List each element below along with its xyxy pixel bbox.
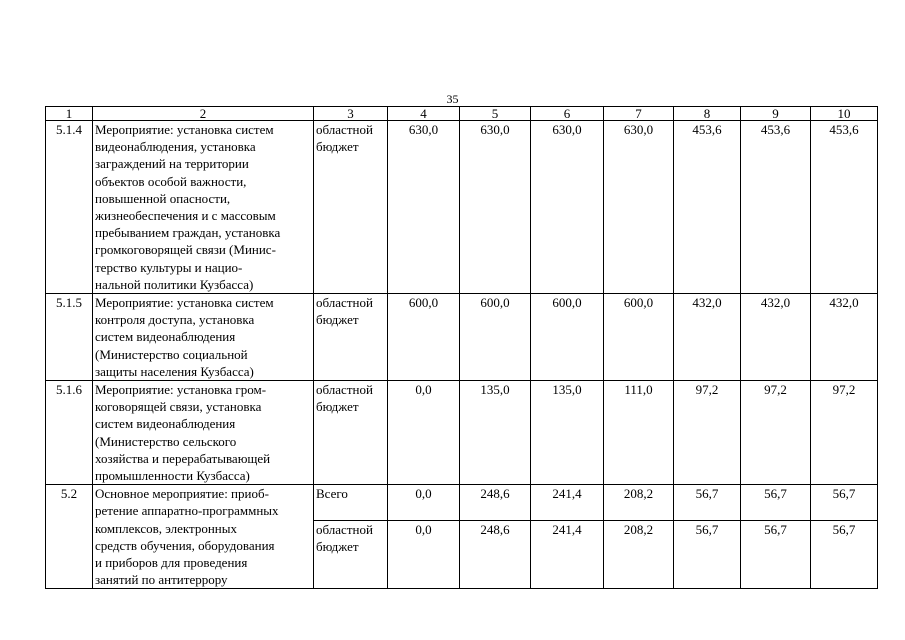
funding-value: 432,0 [811,294,878,381]
funding-value: 208,2 [604,520,674,589]
funding-value: 56,7 [674,520,741,589]
funding-value: 241,4 [531,520,604,589]
funding-value: 600,0 [460,294,531,381]
funding-source: областной бюджет [314,520,388,589]
funding-value: 432,0 [674,294,741,381]
item-description: Основное мероприятие: приоб- ретение аппаратно-программных комплексов, электронных средств обучения, оборудования и приборов для проведения занятий по антитеррору [93,485,314,589]
column-number: 6 [531,107,604,121]
funding-value: 208,2 [604,485,674,520]
funding-value: 56,7 [674,485,741,520]
column-number: 2 [93,107,314,121]
funding-value: 135,0 [460,381,531,485]
funding-value: 432,0 [741,294,811,381]
funding-value: 0,0 [388,381,460,485]
funding-value: 135,0 [531,381,604,485]
funding-value: 630,0 [531,121,604,294]
funding-value: 248,6 [460,485,531,520]
column-number: 7 [604,107,674,121]
funding-value: 56,7 [811,520,878,589]
item-code: 5.1.4 [46,121,93,294]
funding-value: 97,2 [674,381,741,485]
funding-value: 56,7 [741,520,811,589]
funding-value: 600,0 [388,294,460,381]
funding-value: 0,0 [388,520,460,589]
funding-value: 248,6 [460,520,531,589]
table-row [46,381,878,485]
funding-value: 600,0 [531,294,604,381]
column-number: 10 [811,107,878,121]
column-number: 4 [388,107,460,121]
funding-value: 56,7 [811,485,878,520]
table-row [46,121,878,294]
table-row [46,485,878,520]
funding-value: 630,0 [460,121,531,294]
funding-value: 453,6 [674,121,741,294]
funding-value: 630,0 [388,121,460,294]
funding-source: областной бюджет [314,121,388,294]
funding-value: 56,7 [741,485,811,520]
funding-source: Всего [314,485,388,520]
table-row [46,294,878,381]
column-number: 5 [460,107,531,121]
column-number: 8 [674,107,741,121]
funding-value: 600,0 [604,294,674,381]
table-body [46,107,878,589]
column-number: 3 [314,107,388,121]
item-code: 5.2 [46,485,93,589]
page-number: 35 [446,92,459,106]
item-code: 5.1.5 [46,294,93,381]
funding-value: 241,4 [531,485,604,520]
item-description: Мероприятие: установка гром- коговорящей связи, установка систем видеонаблюдения (Министерство сельского хозяйства и перерабатывающей промышленности Кузбасса) [93,381,314,485]
column-number: 1 [46,107,93,121]
funding-value: 453,6 [811,121,878,294]
column-number: 9 [741,107,811,121]
column-number-row [46,107,878,121]
item-description: Мероприятие: установка систем контроля доступа, установка систем видеонаблюдения (Министерство социальной защиты населения Кузбасса) [93,294,314,381]
funding-value: 453,6 [741,121,811,294]
item-code: 5.1.6 [46,381,93,485]
funding-source: областной бюджет [314,294,388,381]
funding-value: 111,0 [604,381,674,485]
item-description: Мероприятие: установка систем видеонаблюдения, установка заграждений на территории объектов особой важности, повышенной опасности, жизнеобеспечения и с массовым пребыванием граждан, установка громкоговорящей связи (Минис- терство культуры и нацио- нальной политики Кузбасса) [93,121,314,294]
funding-value: 0,0 [388,485,460,520]
funding-source: областной бюджет [314,381,388,485]
funding-value: 630,0 [604,121,674,294]
funding-value: 97,2 [811,381,878,485]
budget-table [45,106,878,589]
funding-value: 97,2 [741,381,811,485]
